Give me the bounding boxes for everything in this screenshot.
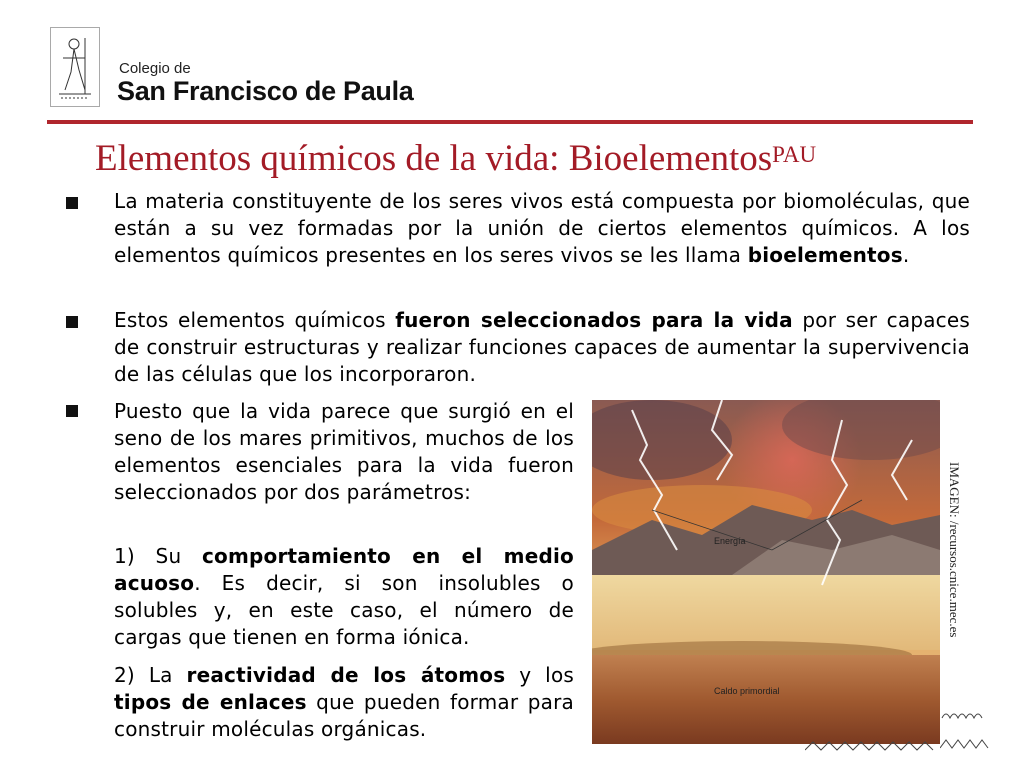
energy-label: Energía (714, 536, 746, 546)
paragraph-bullet-1 (114, 188, 970, 269)
decorative-scribble (940, 700, 1000, 760)
sub-2-mid: y los (505, 663, 574, 687)
paragraph-sub-1 (114, 543, 574, 651)
bullet-2-pre: Estos elementos químicos (114, 308, 396, 332)
bullet-square-icon (66, 197, 78, 209)
header-divider (47, 120, 973, 124)
sub-1-pre: 1) Su (114, 544, 202, 568)
bullet-2-bold: fueron seleccionados para la vida (395, 308, 793, 332)
bullet-square-icon (66, 405, 78, 417)
image-credit: IMAGEN: /recursos.cnice.mec.es (947, 462, 962, 638)
sub-1-post: . Es decir, si son insolubles o solubles y, en este caso, el número de cargas que tienen en forma iónica. (114, 571, 574, 649)
bullet-square-icon (66, 316, 78, 328)
bullet-3-text: Puesto que la vida parece que surgió en el seno de los mares primitivos, muchos de los elementos esenciales para la vida fueron seleccionados por dos parámetros: (114, 399, 574, 504)
bullet-1-text: La materia constituyente de los seres vivos está compuesta por biomoléculas, que están a su vez formadas por la unión de ciertos elementos químicos. A los elementos químicos presentes en los seres vivos se les llama (114, 189, 970, 267)
org-name: San Francisco de Paula (117, 76, 414, 106)
sub-2-bold-1: reactividad de los átomos (186, 663, 506, 687)
saint-emblem-icon (51, 28, 99, 106)
sub-2-pre: 2) La (114, 663, 187, 687)
school-logo (50, 27, 100, 107)
bullet-1-end: . (902, 243, 910, 267)
sub-2-post: que pueden formar para construir moléculas orgánicas. (114, 690, 574, 741)
org-prefix: Colegio de (119, 60, 191, 77)
primordial-soup-label: Caldo primordial (714, 686, 780, 696)
slide-title-text: Elementos químicos de la vida: Bioelementos (95, 138, 773, 179)
bullet-2-post: por ser capaces de construir estructuras y realizar funciones capaces de aumentar la supervivencia de las células que los incorporaron. (114, 308, 971, 386)
sub-1-bold: comportamiento en el medio acuoso (114, 544, 574, 595)
slide-title-superscript: PAU (772, 142, 817, 167)
paragraph-bullet-2 (114, 307, 970, 388)
decorative-scribble-bottom (805, 738, 945, 762)
paragraph-bullet-3 (114, 398, 574, 506)
slide-title (95, 135, 995, 183)
paragraph-sub-2 (114, 662, 574, 743)
primordial-earth-image (592, 400, 940, 744)
primordial-earth-illustration (592, 400, 940, 744)
bullet-1-bold: bioelementos (747, 243, 903, 267)
sub-2-bold-2: tipos de enlaces (114, 690, 307, 714)
